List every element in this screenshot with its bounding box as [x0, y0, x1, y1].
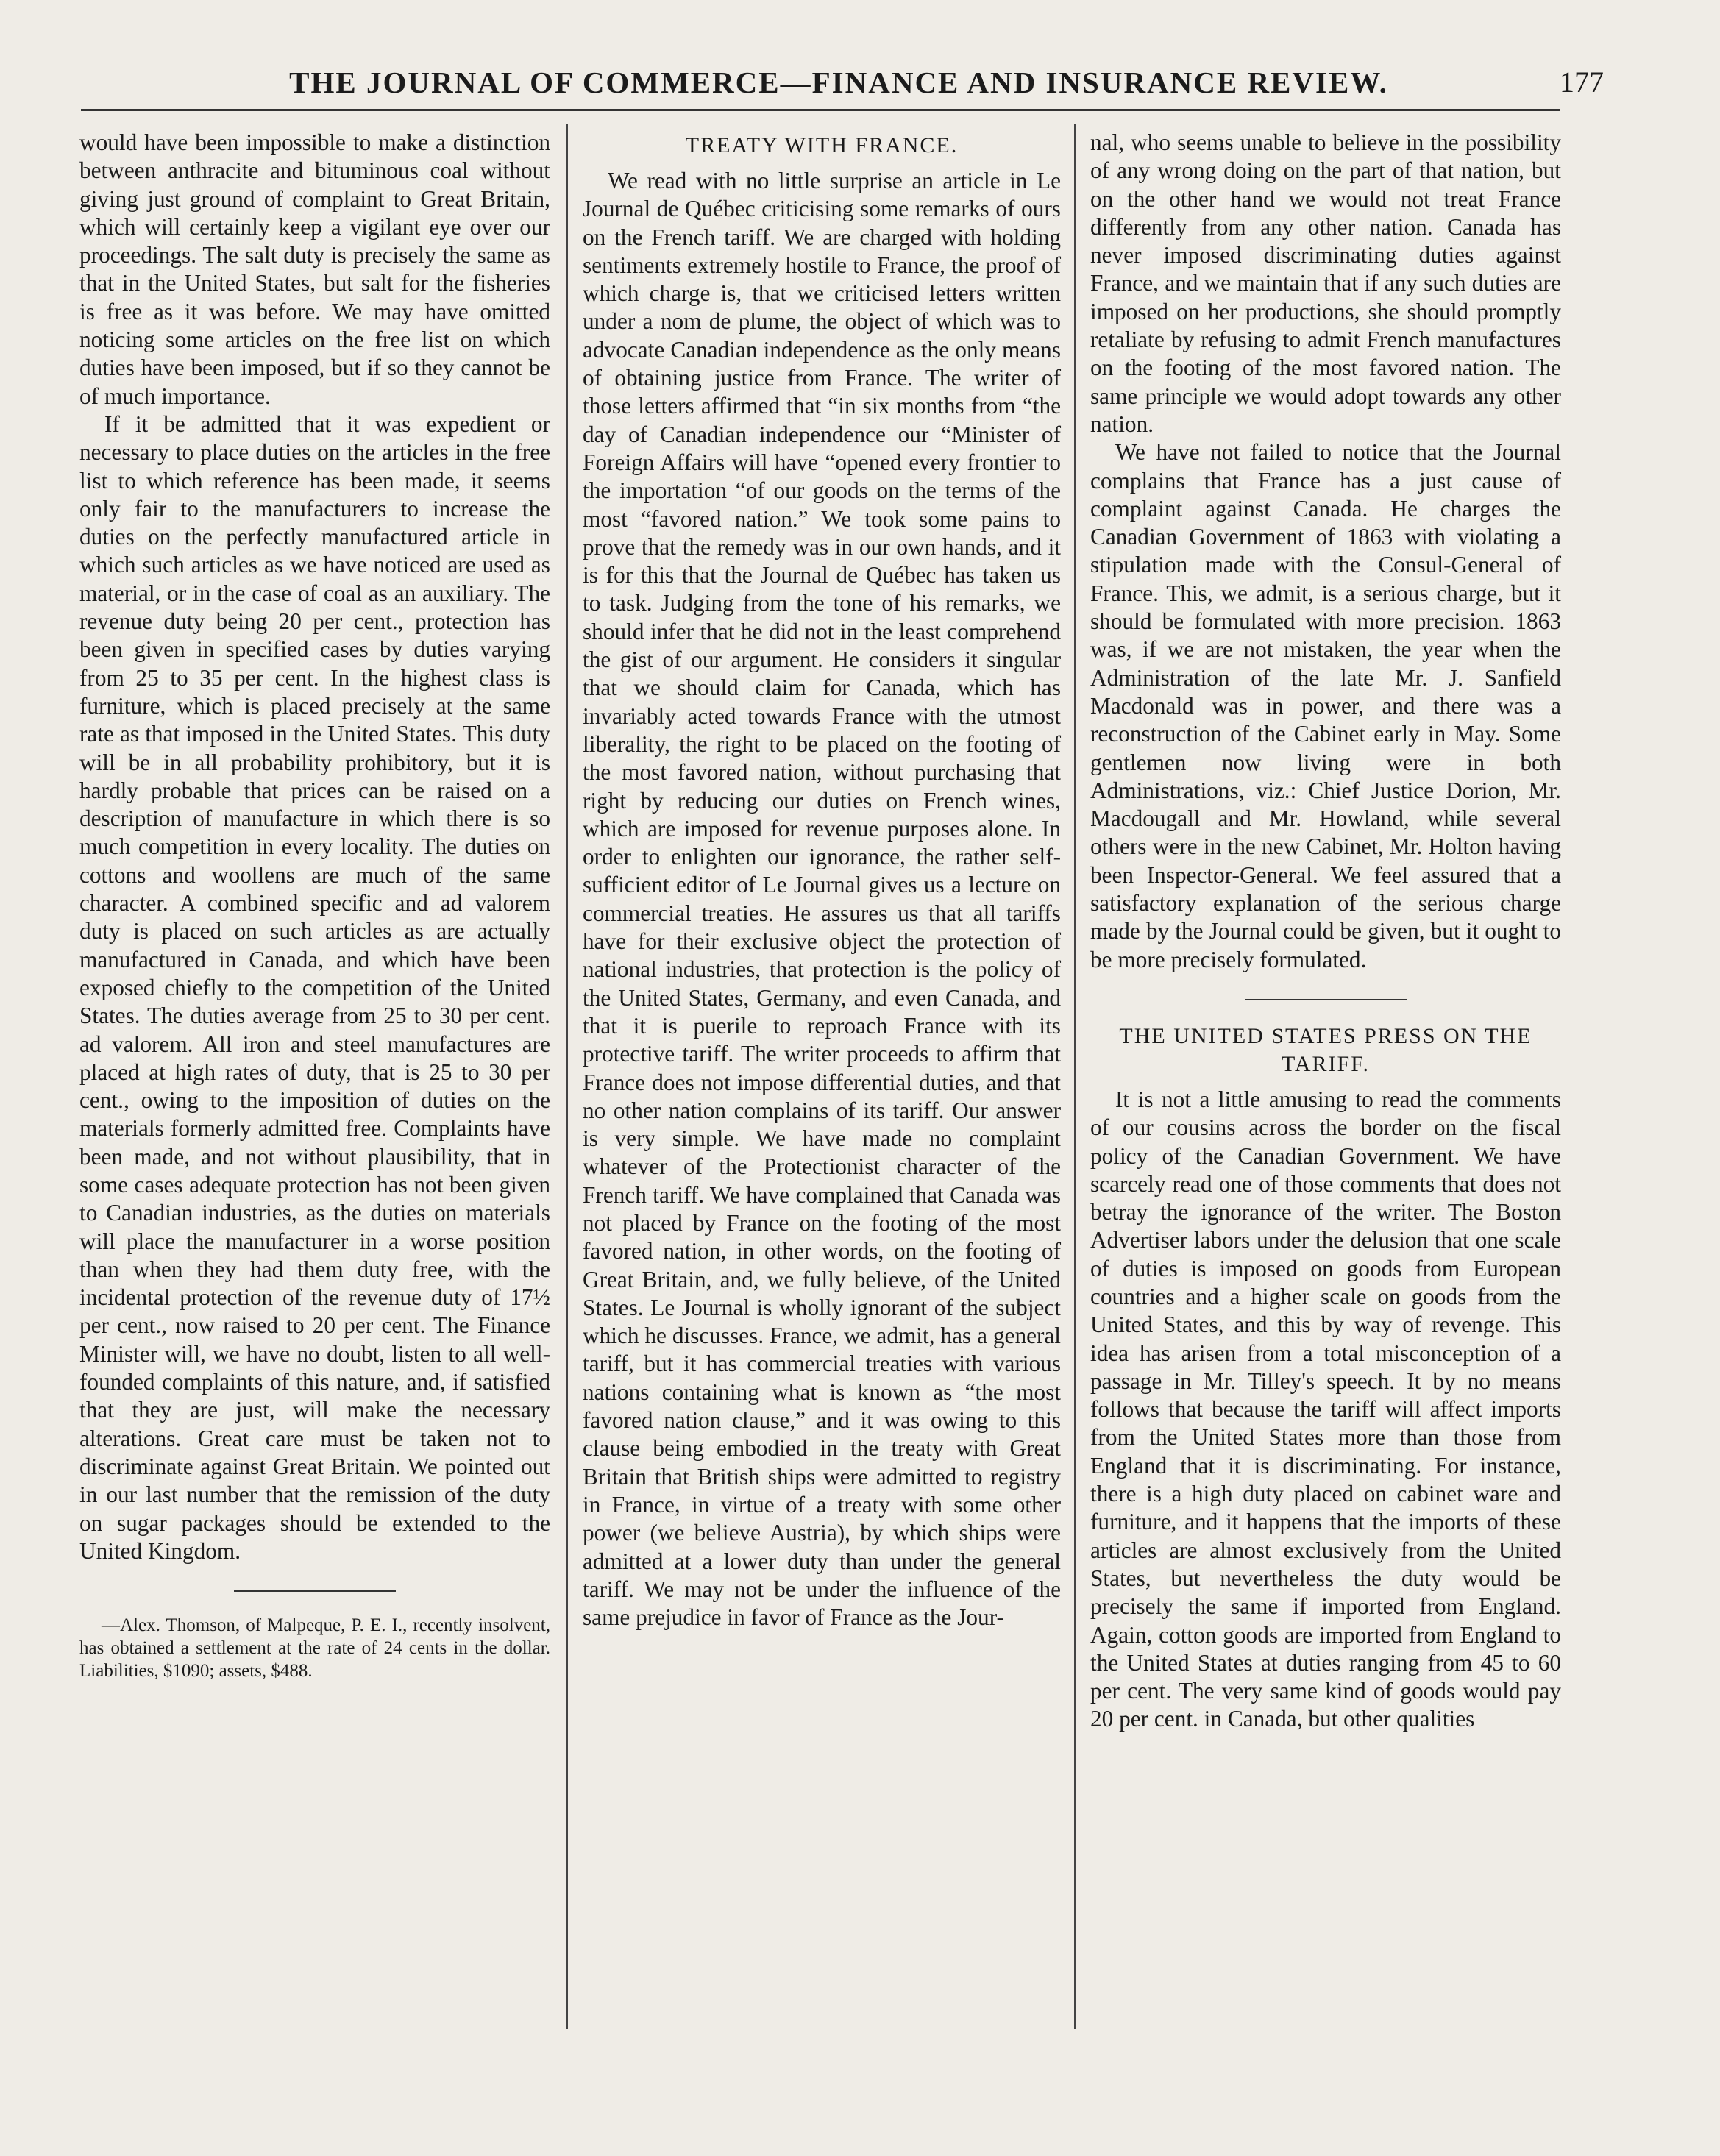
header-rule [81, 109, 1560, 111]
article-heading: TREATY WITH FRANCE. [685, 133, 959, 157]
paragraph: We have not failed to notice that the Journal complains that France has a just cause of complaint against Canada. He charges the Canadian Government of 1863 with violating a stipulation made with the Consul-General of France. This, we admit, is a serious charge, but it should be formulated with more precision. 1863 was, if we are not mistaken, the year when the Administration of the late Mr. J. Sanfield Macdonald was in power, and there was a reconstruction of the Cabinet early in May. Some gentlemen now living were in both Administrations, viz.: Chief Justice Dorion, Mr. Macdougall and Mr. Howland, while several others were in the new Cabinet, Mr. Holton having been Inspector-General. We feel assured that a satisfactory explanation of the serious charge made by the Journal could be given, but it ought to be more precisely formulated. [1090, 439, 1561, 972]
article-heading: THE UNITED STATES PRESS ON THE TARIFF. [1119, 1023, 1532, 1076]
column-divider-2 [1074, 124, 1076, 2029]
news-item-footnote: —Alex. Thomson, of Malpeque, P. E. I., recently insolvent, has obtained a settlement at the rate of 24 cents in the dollar. Liabilities, $1090; assets, $488. [79, 1615, 550, 1682]
running-title: THE JOURNAL OF COMMERCE—FINANCE AND INSURANCE REVIEW. [289, 65, 1388, 99]
paragraph: If it be admitted that it was expedient or necessary to place duties on the articles in the free list to which reference has been made, it seems only fair to the manufacturers to increase the duties on the perfectly manufactured article in which such articles as we have noticed are used as material, or in the case of coal as an auxiliary. The revenue duty being 20 per cent., protection has been given in specified cases by duties varying from 25 to 35 per cent. In the highest class is furniture, which is placed precisely at the same rate as that imposed in the United States. This duty will be in all probability prohibitory, but it is hardly probable that prices can be raised on a description of manufacture in which there is so much competition in every locality. The duties on cottons and woollens are much of the same character. A combined specific and ad valorem duty is placed on such articles as are actually manufactured in Canada, and which have been exposed chiefly to the competition of the United States. The duties average from 25 to 30 per cent. ad valorem. All iron and steel manufactures are placed at high rates of duty, that is 25 to 30 per cent., owing to the imposition of duties on the materials formerly admitted free. Complaints have been made, and not without plausibility, that in some cases adequate protection has not been given to Canadian industries, as the duties on materials will place the manufacturer in a worse position than when they had them duty free, with the incidental protection of the revenue duty of 17½ per cent., now raised to 20 per cent. The Finance Minister will, we have no doubt, listen to all well-founded complaints of this nature, and, if satisfied that they are just, will make the necessary alterations. Great care must be taken not to discriminate against Great Britain. We pointed out in our last number that the remission of the duty on sugar packages should be extended to the United Kingdom. [79, 410, 550, 1564]
page-header [74, 65, 1604, 109]
page-number: 177 [1560, 65, 1604, 99]
paragraph: nal, who seems unable to believe in the possibility of any wrong doing on the part of that nation, but on the other hand we would not treat France differently from any other nation. Canada has never imposed discriminating duties against France, and we maintain that if any such duties are imposed on her productions, she should promptly retaliate by refusing to admit French manufactures on the footing of the most favored nation. The same principle we would adopt towards any other nation. [1090, 129, 1561, 437]
column-1 [79, 129, 550, 1682]
paragraph: It is not a little amusing to read the comments of our cousins across the border on the fiscal policy of the Canadian Government. We have scarcely read one of those comments that does not betray the ignorance of the writer. The Boston Advertiser labors under the delusion that one scale of duties is imposed on goods from European countries and a higher scale on goods from the United States, and this by way of revenge. This idea has arisen from a total misconception of a passage in Mr. Tilley's speech. It by no means follows that because the tariff will affect imports from the United States more than those from England that it is discriminating. For instance, there is a high duty placed on cabinet ware and furniture, and it happens that the imports of these articles are almost exclusively from the United States, but nevertheless the duty would be precisely the same if imported from England. Again, cotton goods are imported from England to the United States at duties ranging from 45 to 60 per cent. The very same kind of goods would pay 20 per cent. in Canada, but other qualities [1090, 1086, 1561, 1732]
column-2 [583, 129, 1061, 1632]
column-divider-1 [566, 124, 568, 2029]
column-3 [1090, 129, 1561, 1734]
paragraph: would have been impossible to make a distinction between anthracite and bituminous coal without giving just ground of complaint to Great Britain, which will certainly keep a vigilant eye over our proceedings. The salt duty is precisely the same as that in the United States, but salt for the fisheries is free as it was before. We may have omitted noticing some articles on the free list on which duties have been imposed, but if so they cannot be of much importance. [79, 129, 550, 409]
paragraph: We read with no little surprise an article in Le Journal de Québec criticising some remarks of ours on the French tariff. We are charged with holding sentiments extremely hostile to France, the proof of which charge is, that we criticised letters written under a nom de plume, the object of which was to advocate Canadian independence as the only means of obtaining justice from France. The writer of those letters affirmed that “in six months from “the day of Canadian independence our “Minister of Foreign Affairs will have “opened every frontier to the importation “of our goods on the terms of the most “favored nation.” We took some pains to prove that the remedy was in our own hands, and it is for this that the Journal de Québec has taken us to task. Judging from the tone of his remarks, we should infer that he did not in the least comprehend the gist of our argument. He considers it singular that we should claim for Canada, which has invariably acted towards France with the utmost liberality, the right to be placed on the footing of the most favored nation, without purchasing that right by reducing our duties on French wines, which are imposed for revenue purposes alone. In order to enlighten our ignorance, the rather self-sufficient editor of Le Journal gives us a lecture on commercial treaties. He assures us that all tariffs have for their exclusive object the protection of national industries, that protection is the policy of the United States, Germany, and even Canada, and that it is puerile to reproach France with its protective tariff. The writer proceeds to affirm that France does not impose differential duties, and that no other nation complains of its tariff. Our answer is very simple. We have made no complaint whatever of the Protectionist character of the French tariff. We have complained that Canada was not placed by France on the footing of the most favored nation, in other words, on the footing of Great Britain, and, we fully believe, of the United States. Le Journal is wholly ignorant of the subject which he discusses. France, we admit, has a general tariff, but it has commercial treaties with various nations containing what is known as “the most favored nation clause,” and it was owing to this clause being embodied in the treaty with Great Britain that British ships were admitted to registry in France, in virtue of a treaty with some other power (we believe Austria), by which ships were admitted at a lower duty than under the general tariff. We may not be under the influence of the same prejudice in favor of France as the Jour- [583, 168, 1061, 1631]
divider [1245, 999, 1407, 1000]
divider [234, 1590, 396, 1592]
